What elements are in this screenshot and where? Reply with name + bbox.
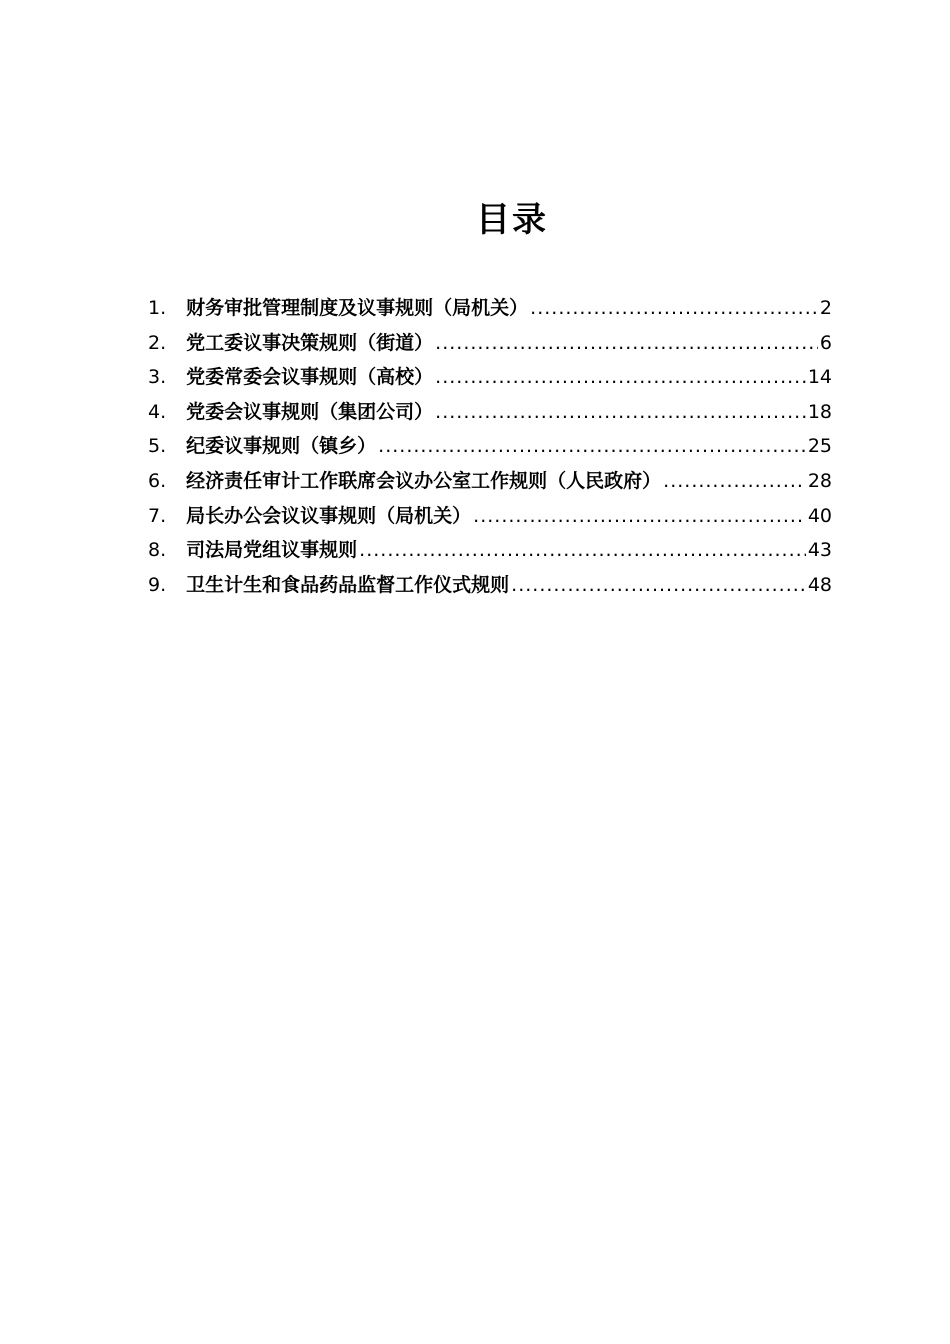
toc-entry-number: 4. [148,400,167,423]
toc-entry-title: 卫生计生和食品药品监督工作仪式规则 [186,573,510,596]
toc-entry-number: 8. [148,539,167,562]
toc-entry [148,499,832,534]
toc-entry-number: 9. [148,573,167,596]
toc-entry-page: 6 [819,331,832,354]
toc-entry [148,568,832,603]
toc-entry-page: 48 [807,573,832,596]
toc-entry-page: 14 [807,366,832,389]
toc-dot-leader [473,499,806,534]
toc-entry-number: 1. [148,297,167,319]
toc-entry-title: 经济责任审计工作联席会议办公室工作规则（人民政府） [186,469,662,492]
toc-entry-title: 司法局党组议事规则 [186,539,358,562]
toc-entry-title: 党工委议事决策规则（街道） [186,331,434,354]
toc-entry-page: 25 [807,435,832,458]
toc-entry [148,395,832,430]
toc-entry-page: 40 [807,504,832,527]
toc-entry [148,326,832,361]
toc-entry-page: 2 [819,297,832,319]
toc-list [148,291,832,602]
toc-dot-leader [435,326,818,361]
toc-entry-page: 28 [807,469,832,492]
toc-title: 目录 [476,200,548,240]
toc-entry [148,533,832,568]
toc-entry-number: 3. [148,366,167,389]
toc-entry [148,429,832,464]
toc-entry-page: 18 [807,400,832,423]
toc-dot-leader [435,395,806,430]
toc-entry-title: 党委常委会议事规则（高校） [186,366,434,389]
toc-dot-leader [511,568,806,603]
toc-entry-number: 2. [148,331,167,354]
toc-dot-leader [663,464,806,499]
toc-entry-number: 7. [148,504,167,527]
toc-dot-leader [359,533,806,568]
toc-entry-title: 党委会议事规则（集团公司） [186,400,434,423]
toc-entry-number: 6. [148,469,167,492]
toc-entry-title: 纪委议事规则（镇乡） [186,435,377,458]
toc-entry-title: 财务审批管理制度及议事规则（局机关） [186,297,529,319]
toc-entry-title: 局长办公会议议事规则（局机关） [186,504,472,527]
toc-dot-leader [530,291,818,326]
toc-entry [148,291,832,326]
toc-dot-leader [378,429,806,464]
toc-entry [148,464,832,499]
toc-entry [148,360,832,395]
toc-entry-page: 43 [807,539,832,562]
toc-entry-number: 5. [148,435,167,458]
toc-dot-leader [435,360,806,395]
